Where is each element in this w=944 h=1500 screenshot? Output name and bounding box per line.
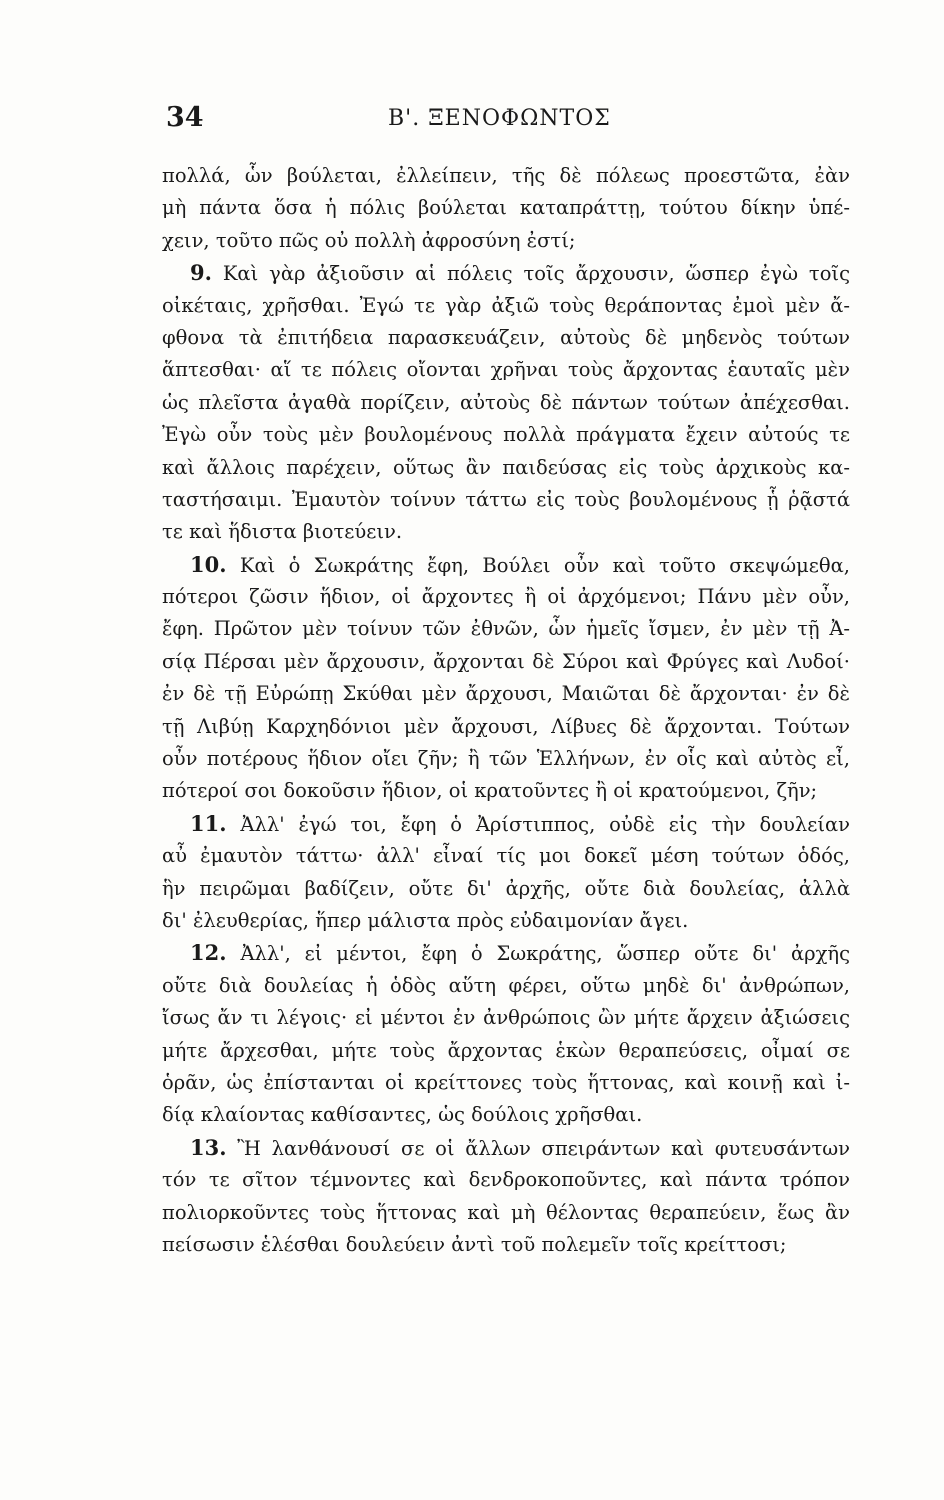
line-text: Καὶ γὰρ ἀξιοῦσιν αἱ πόλεις τοῖς ἄρχουσιν, ὥσπερ ἐγὼ τοῖς [222,262,850,286]
section-number: 9. [190,260,212,286]
text-line [162,613,850,645]
text-line [162,257,850,289]
line-text: αὖ ἐμαυτὸν τάττω· ἀλλ' εἶναί τίς μοι δοκεῖ μέση τούτων ὁδός, [162,844,850,868]
text-line [162,970,850,1002]
line-text: ὡς πλεῖστα ἀγαθὰ πορίζειν, αὐτοὺς δὲ πάντων τούτων ἀπέχεσθαι. [162,390,850,414]
line-text: οὔτε διὰ δουλείας ἡ ὁδὸς αὕτη φέρει, οὕτω μηδὲ δι' ἀνθρώπων, [162,973,850,997]
text-line [162,1002,850,1034]
text-line [162,419,850,451]
line-text: ἐν δὲ τῇ Εὐρώπῃ Σκύθαι μὲν ἄρχουσι, Μαιῶται δὲ ἄρχονται· ἐν δὲ [162,682,850,706]
text-line [162,808,850,840]
line-text: φθονα τὰ ἐπιτήδεια παρασκευάζειν, αὐτοὺς δὲ μηδενὸς τούτων [162,325,850,349]
section-number: 11. [190,810,227,836]
body-text [162,160,850,1261]
text-line [162,452,850,484]
line-text: Ἐγὼ οὖν τοὺς μὲν βουλομένους πολλὰ πράγματα ἔχειν αὐτούς τε [162,423,850,447]
text-line [162,873,850,905]
text-line [162,678,850,710]
line-text: δι' ἐλευθερίας, ἥπερ μάλιστα πρὸς εὐδαιμονίαν ἄγει. [162,908,689,932]
text-line [162,1067,850,1099]
text-line [162,354,850,386]
line-text: πείσωσιν ἑλέσθαι δουλεύειν ἀντὶ τοῦ πολεμεῖν τοῖς κρείττοσι; [162,1232,787,1256]
line-text: δίᾳ κλαίοντας καθίσαντες, ὡς δούλοις χρῆσθαι. [162,1103,643,1127]
text-line [162,160,850,192]
text-line [162,711,850,743]
text-line [162,1132,850,1164]
text-line [162,290,850,322]
text-line [162,1229,850,1261]
text-line [162,192,850,224]
text-line [162,516,850,548]
line-text: Ἀλλ' ἐγώ τοι, ἔφη ὁ Ἀρίστιππος, οὐδὲ εἰς τὴν δουλείαν [240,812,850,836]
line-text: ἅπτεσθαι· αἵ τε πόλεις οἴονται χρῆναι τοὺς ἄρχοντας ἑαυταῖς μὲν [162,358,850,382]
line-text: ἴσως ἄν τι λέγοις· εἰ μέντοι ἐν ἀνθρώποις ὢν μήτε ἄρχειν ἀξιώσεις [162,1006,850,1030]
text-line [162,646,850,678]
text-line [162,225,850,257]
text-line [162,937,850,969]
section-number: 13. [190,1134,227,1160]
page-number: 34 [166,102,204,133]
line-text: καὶ ἄλλοις παρέχειν, οὕτως ἂν παιδεύσας εἰς τοὺς ἀρχικοὺς κα- [162,455,850,479]
line-text: Ἀλλ', εἰ μέντοι, ἔφη ὁ Σωκράτης, ὥσπερ οὔτε δι' ἀρχῆς [240,942,850,966]
text-line [162,1164,850,1196]
text-line [162,549,850,581]
line-text: πολλά, ὧν βούλεται, ἐλλείπειν, τῆς δὲ πόλεως προεστῶτα, ἐὰν [162,164,850,187]
line-text: τόν τε σῖτον τέμνοντες καὶ δενδροκοποῦντες, καὶ πάντα τρόπον [162,1168,850,1192]
line-text: μήτε ἄρχεσθαι, μήτε τοὺς ἄρχοντας ἑκὼν θεραπεύσεις, οἶμαί σε [162,1038,850,1062]
line-text: οἰκέταις, χρῆσθαι. Ἐγώ τε γὰρ ἀξιῶ τοὺς θεράποντας ἐμοὶ μὲν ἄ- [162,293,850,317]
line-text: ταστήσαιμι. Ἐμαυτὸν τοίνυν τάττω εἰς τοὺς βουλομένους ᾗ ῥᾷστά [162,487,850,511]
line-text: σίᾳ Πέρσαι μὲν ἄρχουσιν, ἄρχονται δὲ Σύροι καὶ Φρύγες καὶ Λυδοί· [162,649,850,673]
text-line [162,840,850,872]
section-number: 10. [190,551,227,577]
line-text: τε καὶ ἥδιστα βιοτεύειν. [162,520,403,544]
text-line [162,775,850,807]
text-line [162,743,850,775]
text-line [162,1197,850,1229]
line-text: οὖν ποτέρους ἥδιον οἴει ζῆν; ἢ τῶν Ἑλλήνων, ἐν οἷς καὶ αὐτὸς εἶ, [162,747,850,771]
line-text: ὁρᾶν, ὡς ἐπίστανται οἱ κρείττονες τοὺς ἥττονας, καὶ κοινῇ καὶ ἰ- [162,1070,850,1094]
line-text: πότεροι ζῶσιν ἥδιον, οἱ ἄρχοντες ἢ οἱ ἀρχόμενοι; Πάνυ μὲν οὖν, [162,585,850,609]
text-line [162,484,850,516]
section-number: 12. [190,940,227,966]
text-line [162,387,850,419]
text-line [162,1099,850,1131]
line-text: Ἢ λανθάνουσί σε οἱ ἄλλων σπειράντων καὶ φυτευσάντων [237,1136,850,1160]
text-line [162,322,850,354]
page-header [166,102,850,142]
running-title: Β'. ΞΕΝΟΦΩΝΤΟΣ [388,106,611,131]
text-line [162,581,850,613]
line-text: ἔφη. Πρῶτον μὲν τοίνυν τῶν ἐθνῶν, ὧν ἡμεῖς ἴσμεν, ἐν μὲν τῇ Ἀ- [162,617,850,641]
line-text: πολιορκοῦντες τοὺς ἥττονας καὶ μὴ θέλοντας θεραπεύειν, ἕως ἂν [162,1200,850,1224]
text-line [162,1035,850,1067]
line-text: χειν, τοῦτο πῶς οὐ πολλὴ ἀφροσύνη ἐστί; [162,228,576,252]
line-text: ἣν πειρῶμαι βαδίζειν, οὔτε δι' ἀρχῆς, οὔτε διὰ δουλείας, ἀλλὰ [162,876,850,900]
text-line [162,905,850,937]
line-text: πότεροί σοι δοκοῦσιν ἥδιον, οἱ κρατοῦντες ἢ οἱ κρατούμενοι, ζῆν; [162,779,818,803]
line-text: μὴ πάντα ὅσα ἡ πόλις βούλεται καταπράττῃ, τούτου δίκην ὑπέ- [162,196,850,220]
line-text: τῇ Λιβύῃ Καρχηδόνιοι μὲν ἄρχουσι, Λίβυες δὲ ἄρχονται. Τούτων [162,714,850,738]
line-text: Καὶ ὁ Σωκράτης ἔφη, Βούλει οὖν καὶ τοῦτο σκεψώμεθα, [239,553,850,577]
